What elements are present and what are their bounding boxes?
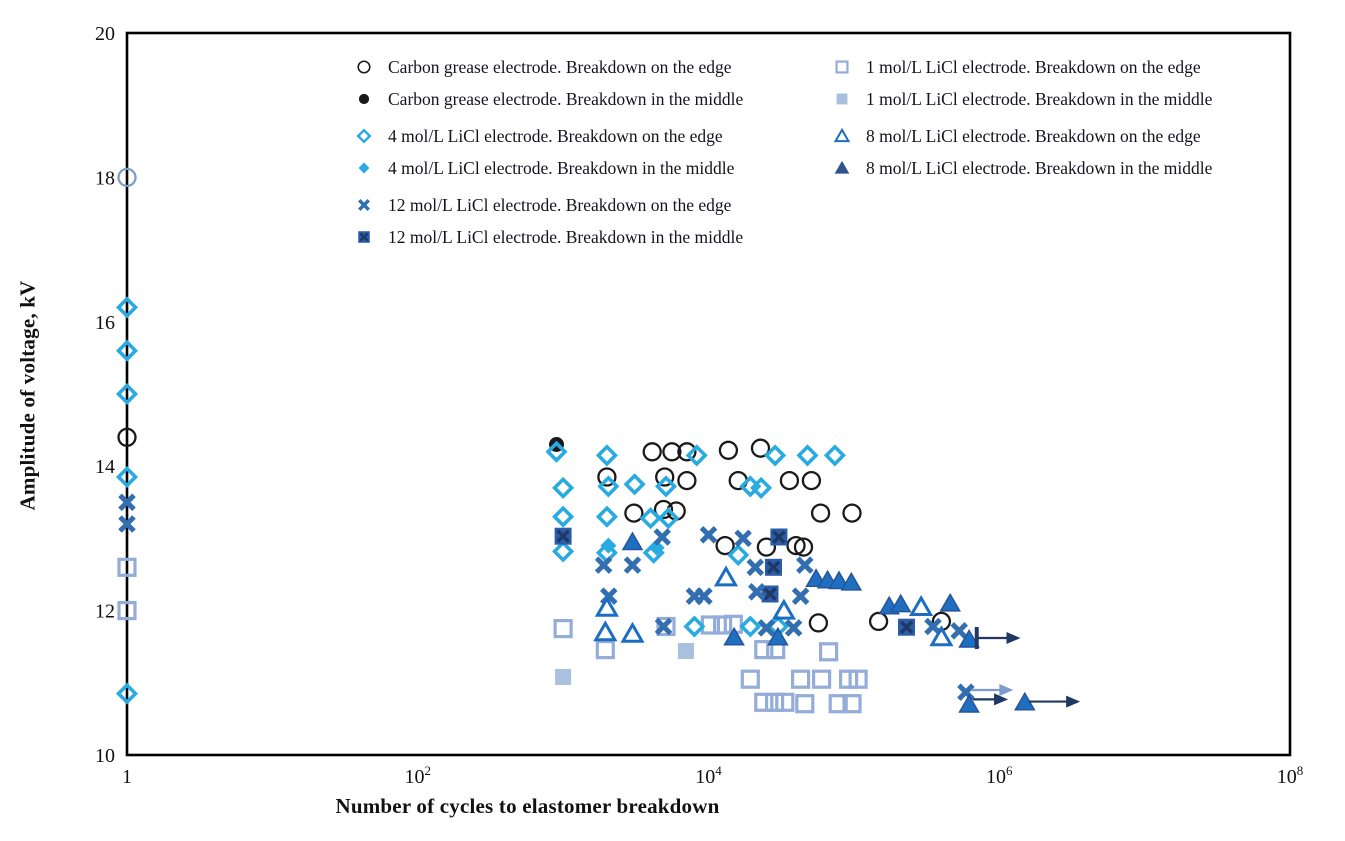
legend-item-carbon_middle: [352, 86, 743, 112]
x-axis-title: [0, 794, 1200, 819]
runout-arrow: [977, 627, 1021, 649]
legend-item-licl1_middle: [830, 86, 1212, 112]
legend-label: 12 mol/L LiCl electrode. Breakdown on the edge: [388, 194, 732, 215]
point-licl1_middle: [678, 643, 694, 659]
legend-label: Carbon grease electrode. Breakdown on the edge: [388, 56, 732, 77]
legend-item-licl1_edge: [830, 54, 1212, 80]
point-licl12_middle: [770, 529, 787, 546]
x-tick-label: $10^6$: [986, 763, 1013, 788]
point-licl8_edge: [774, 602, 793, 619]
point-licl4_edge: [555, 508, 572, 525]
point-licl8_edge: [596, 623, 615, 640]
point-licl1_edge: [742, 671, 758, 687]
point-licl4_edge: [626, 476, 643, 493]
square-x-filled-legend-icon: [352, 225, 376, 249]
point-licl8_edge: [717, 568, 736, 585]
runout-arrow: [971, 684, 1013, 696]
point-licl1_middle: [555, 669, 571, 685]
point-licl1_edge: [793, 671, 809, 687]
x-tick-label: $10^2$: [404, 763, 431, 788]
point-licl12_middle: [555, 528, 572, 545]
legend-column-left: [352, 54, 743, 256]
point-licl4_edge: [555, 543, 572, 560]
point-licl12_edge: [952, 624, 966, 638]
point-licl12_edge: [626, 558, 640, 572]
point-licl1_edge: [597, 642, 613, 658]
point-carbon_edge: [644, 443, 661, 460]
legend-item-licl12_middle: [352, 224, 743, 250]
point-licl12_edge: [787, 621, 801, 635]
y-axis-title-text: Amplitude of voltage, kV: [15, 280, 40, 511]
x-bold-legend-icon: [352, 193, 376, 217]
point-licl1_edge: [777, 694, 793, 710]
point-licl4_edge: [688, 447, 705, 464]
legend-label: 8 mol/L LiCl electrode. Breakdown in the middle: [866, 157, 1213, 178]
diamond-open-legend-icon: [352, 124, 376, 148]
triangle-filled-legend-icon: [830, 156, 854, 180]
circle-open-legend-icon: [352, 55, 376, 79]
y-tick-label: 14: [95, 456, 115, 479]
legend-column-right: [830, 54, 1212, 187]
point-licl12_edge: [702, 528, 716, 542]
point-carbon_edge: [720, 442, 737, 459]
legend-item-licl4_middle: [352, 155, 743, 181]
point-licl4_edge: [598, 447, 615, 464]
y-tick-label: 20: [95, 23, 115, 45]
point-licl4_edge: [799, 447, 816, 464]
circle-filled-legend-icon: [352, 87, 376, 111]
point-licl1_edge: [555, 621, 571, 637]
x-tick-label: $10^4$: [695, 763, 722, 788]
point-licl8_middle: [891, 595, 910, 612]
point-licl4_edge: [826, 447, 843, 464]
point-licl1_edge: [821, 644, 837, 660]
point-licl12_edge: [697, 589, 711, 603]
legend-label: 4 mol/L LiCl electrode. Breakdown in the middle: [388, 157, 735, 178]
point-carbon_edge: [781, 472, 798, 489]
legend-item-licl4_edge: [352, 123, 743, 149]
point-licl12_edge: [655, 530, 669, 544]
x-tick-label: $10^8$: [1276, 763, 1304, 788]
legend-label: 12 mol/L LiCl electrode. Breakdown in the middle: [388, 226, 744, 247]
point-licl12_middle: [898, 619, 915, 636]
runout-arrow: [1029, 696, 1080, 708]
y-tick-label: 16: [95, 311, 115, 334]
point-licl12_middle: [765, 559, 782, 576]
triangle-open-legend-icon: [830, 124, 854, 148]
point-licl8_middle: [623, 533, 642, 550]
point-licl4_edge: [742, 618, 759, 635]
legend-item-licl8_middle: [830, 155, 1212, 181]
point-licl8_edge: [912, 598, 931, 615]
diamond-filled-legend-icon: [352, 156, 376, 180]
legend-label: 4 mol/L LiCl electrode. Breakdown on the edge: [388, 125, 723, 146]
point-licl1_edge: [767, 694, 783, 710]
point-licl12_edge: [748, 560, 762, 574]
point-licl8_middle: [941, 594, 960, 611]
legend-label: 1 mol/L LiCl electrode. Breakdown in the middle: [866, 88, 1213, 109]
point-licl1_edge: [797, 696, 813, 712]
y-tick-label: 18: [95, 167, 115, 190]
runout-arrow: [973, 693, 1008, 705]
point-licl8_edge: [623, 625, 642, 642]
legend-label: 8 mol/L LiCl electrode. Breakdown on the edge: [866, 125, 1201, 146]
point-licl1_edge: [814, 671, 830, 687]
point-carbon_edge: [803, 472, 820, 489]
point-carbon_edge: [870, 613, 887, 630]
legend-item-carbon_edge: [352, 54, 743, 80]
legend-label: 1 mol/L LiCl electrode. Breakdown on the edge: [866, 56, 1201, 77]
x-axis-title-text: Number of cycles to elastomer breakdown: [335, 794, 720, 818]
point-carbon_edge: [812, 505, 829, 522]
square-filled-legend-icon: [830, 87, 854, 111]
y-tick-label: 10: [95, 745, 115, 767]
y-axis-title: [16, 226, 41, 566]
point-licl12_edge: [736, 531, 750, 545]
point-licl12_edge: [794, 589, 808, 603]
point-carbon_edge: [625, 505, 642, 522]
legend-item-licl8_edge: [830, 123, 1212, 149]
point-licl1_edge: [756, 694, 772, 710]
legend-item-licl12_edge: [352, 192, 743, 218]
point-licl4_edge: [686, 618, 703, 635]
x-tick-label: 1: [122, 766, 132, 788]
point-licl4_edge: [555, 479, 572, 496]
point-carbon_edge: [844, 505, 861, 522]
square-open-legend-icon: [830, 55, 854, 79]
point-carbon_edge: [810, 614, 827, 631]
y-tick-label: 12: [95, 600, 115, 623]
point-carbon_edge: [678, 472, 695, 489]
point-licl12_edge: [798, 558, 812, 572]
legend-label: Carbon grease electrode. Breakdown in the middle: [388, 88, 744, 109]
point-licl4_edge: [598, 508, 615, 525]
